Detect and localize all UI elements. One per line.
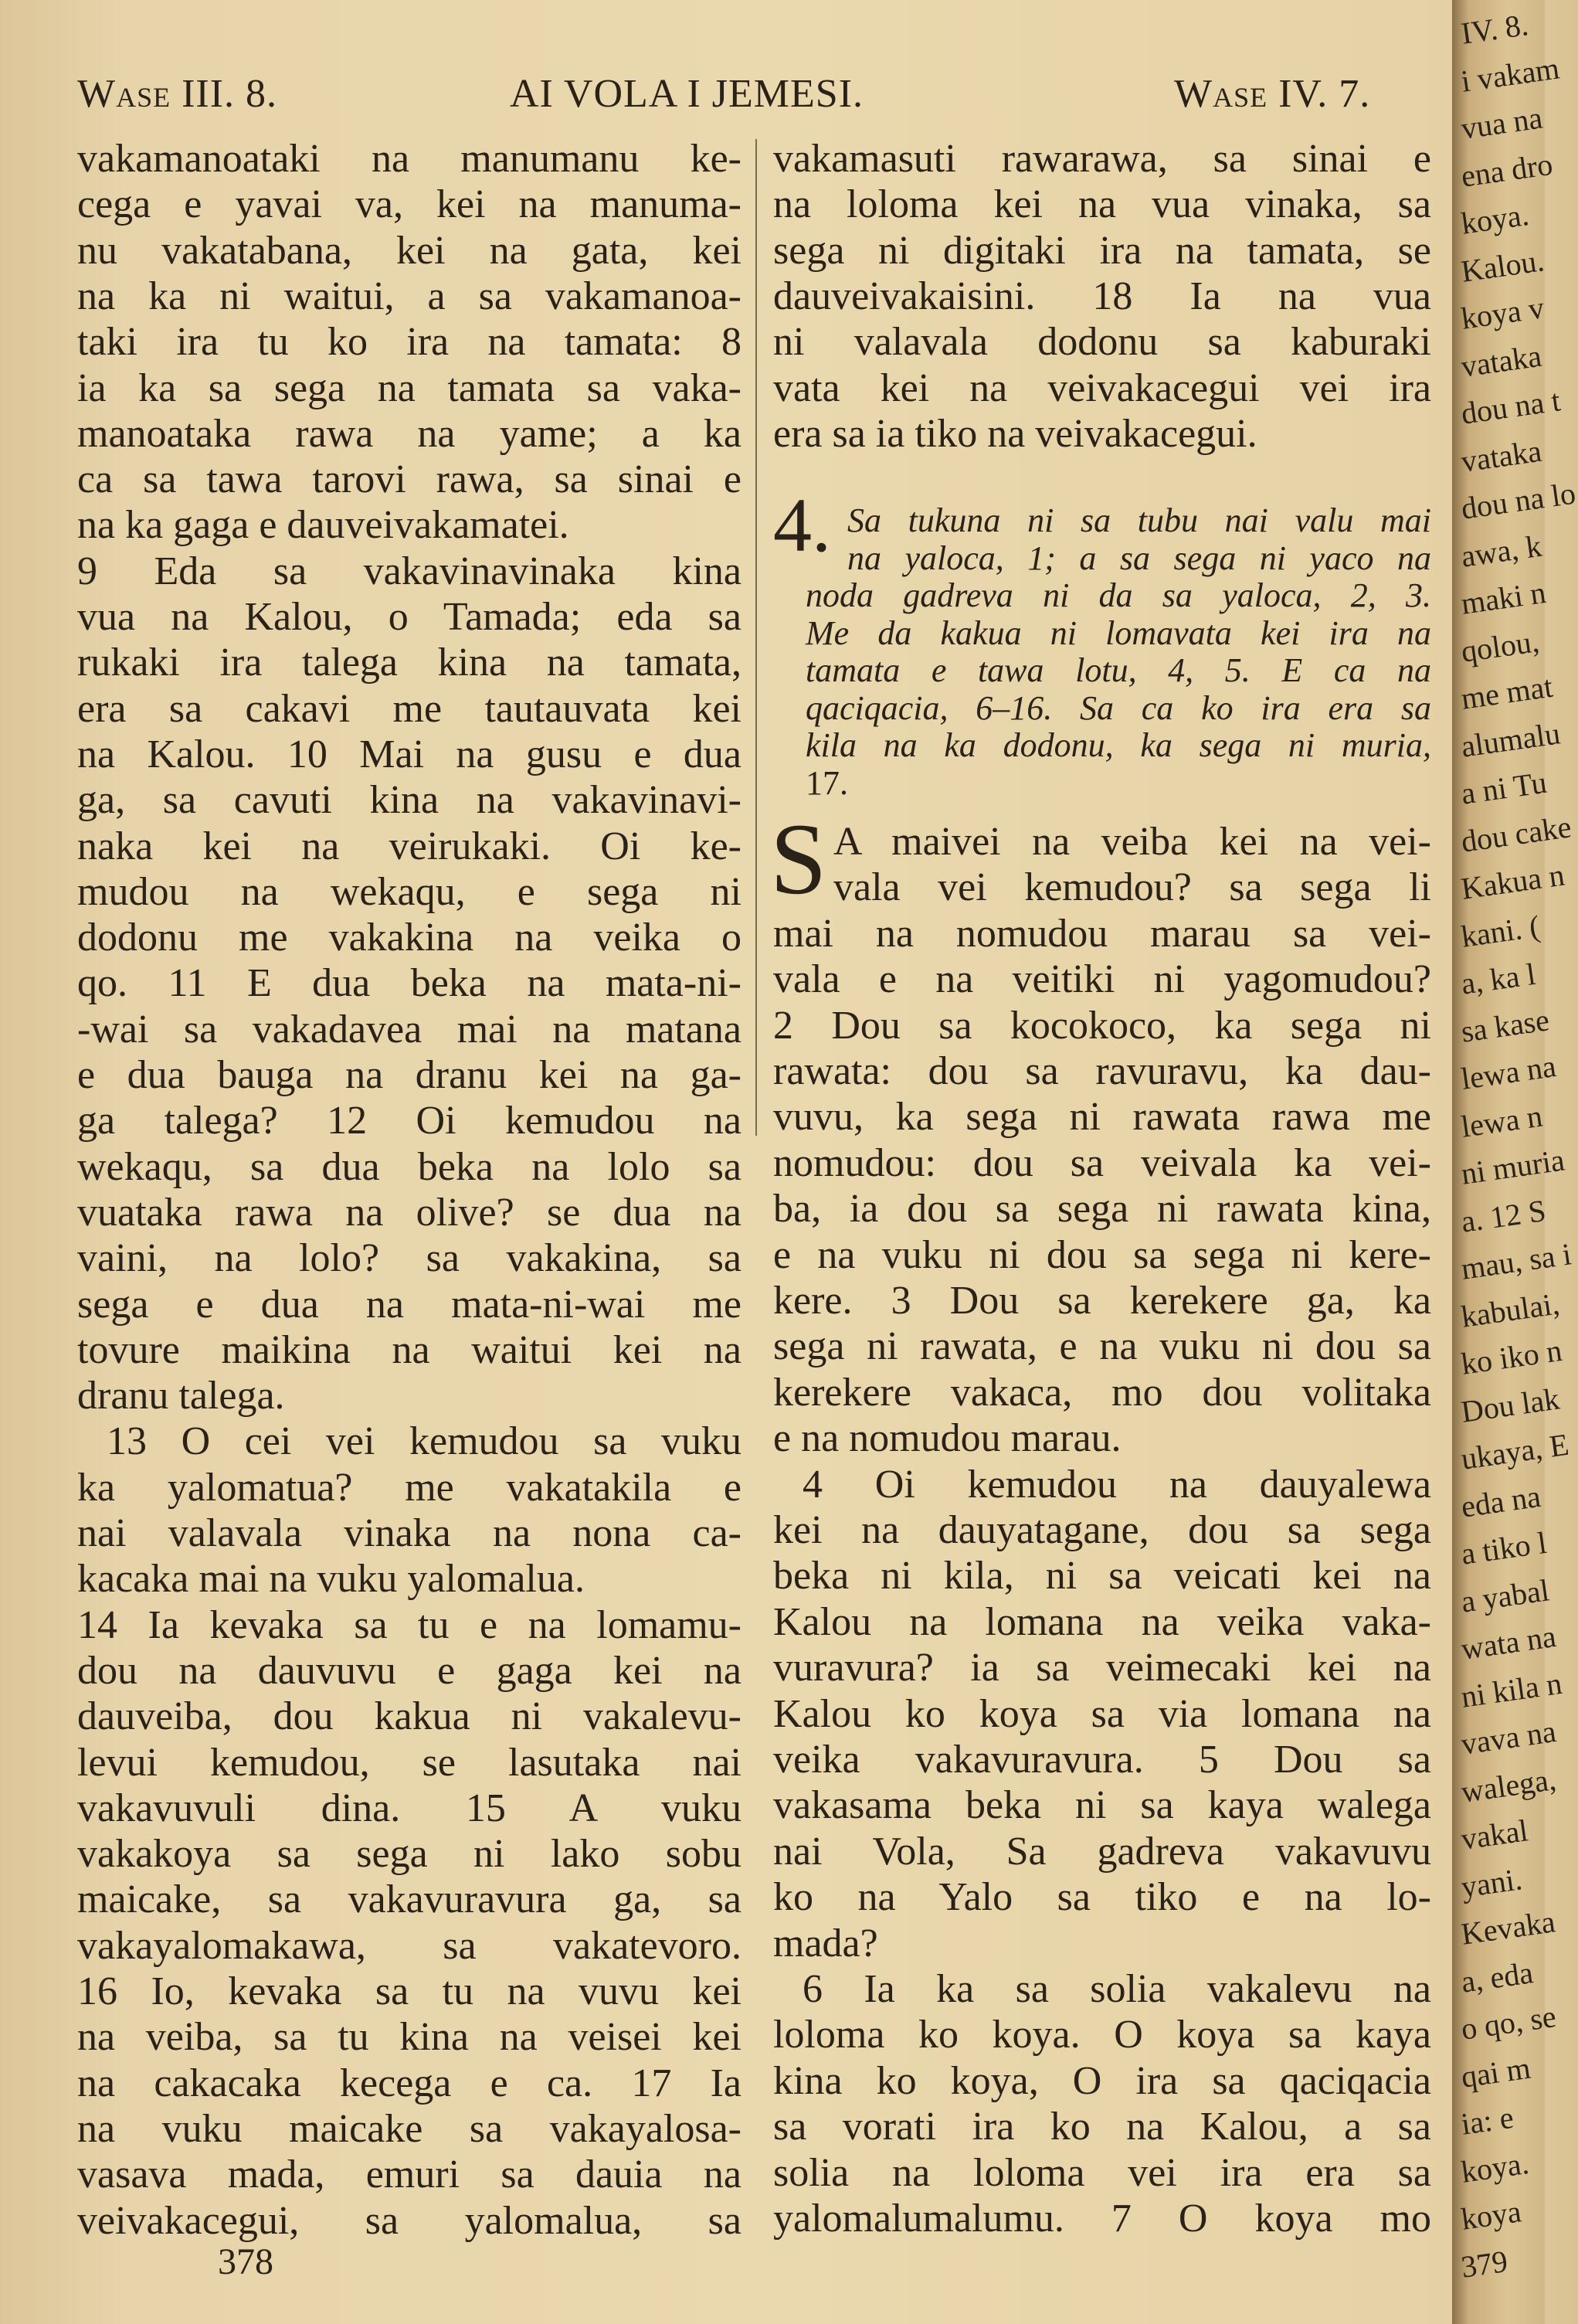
next-page-fragment: ena dro: [1458, 146, 1555, 194]
text-line: Me da kakua ni lomavata kei ira na: [806, 613, 1431, 652]
text-line: ba, ia dou sa sega ni rawata kina,: [773, 1187, 1431, 1232]
text-line: vakakoya sa sega ni lako sobu: [77, 1832, 741, 1877]
text-line: na yaloca, 1; a sa sega ni yaco na: [847, 539, 1431, 577]
next-page-fragment: vua na: [1458, 100, 1545, 146]
text-line: ca sa tawa tarovi rawa, sa sinai e: [77, 457, 741, 502]
text-line: taki ira tu ko ira na tamata: 8: [77, 320, 741, 365]
text-line: ga, sa cavuti kina na vakavinavi-: [77, 778, 741, 823]
text-line: nu vakatabana, kei na gata, kei: [77, 228, 741, 273]
text-line: levui kemudou, se lasutaka nai: [77, 1740, 741, 1785]
next-page-fragment: vataka: [1458, 433, 1544, 479]
next-page-fragment: dou na t: [1458, 382, 1563, 431]
text-line: dauveiba, dou kakua ni vakalevu-: [77, 1694, 741, 1739]
text-line: vuvu, ka sega ni rawata rawa me: [773, 1095, 1431, 1140]
text-line: wekaqu, sa dua beka na lolo sa: [77, 1144, 741, 1189]
right-column-top: [773, 136, 1431, 460]
text-line: ia ka sa sega na tamata sa vaka-: [77, 365, 741, 410]
next-page-fragment: o qo, se: [1458, 1999, 1559, 2047]
chapter-text: [770, 802, 1431, 2264]
chapter-verse-ref: III. 8.: [182, 72, 278, 116]
column-divider: [755, 139, 757, 1136]
text-line: dou na dauvuvu e gaga kei na: [77, 1648, 741, 1693]
text-line: kacaka mai na vuku yalomalua.: [77, 1557, 585, 1602]
next-page-fragment: Dou lak: [1458, 1380, 1562, 1429]
text-line: naka kei na veirukaki. Oi ke-: [77, 824, 741, 868]
text-line: na vuku maicake sa vakayalosa-: [77, 2106, 741, 2151]
next-page-fragment: a yabal: [1458, 1571, 1552, 1619]
next-page-fragment: ia: e: [1458, 2099, 1516, 2142]
text-line: vakayalomakawa, sa vakatevoro.: [77, 1923, 741, 1968]
text-line: na ka ni waitui, a sa vakamanoa-: [77, 274, 741, 318]
text-line: cega e yavai va, kei na manuma-: [77, 182, 741, 227]
book-name: Wase: [77, 72, 171, 116]
text-line: sega ni rawata, e na vuku ni dou sa: [773, 1324, 1431, 1369]
text-line: 9 Eda sa vakavinavinaka kina: [77, 549, 741, 593]
text-line: Kalou na lomana na veika vaka-: [773, 1599, 1431, 1644]
chapter-summary: [773, 482, 1431, 811]
text-line: kere. 3 Dou sa kerekere ga, ka: [773, 1279, 1431, 1323]
next-page-fragment: koya v: [1458, 290, 1546, 336]
next-page-fragment: vava na: [1458, 1714, 1559, 1762]
text-line: sa vorati ira ko na Kalou, a sa: [773, 2105, 1431, 2149]
text-line: sega e dua na mata-ni-wai me: [77, 1282, 741, 1327]
text-line: 17.: [806, 763, 848, 802]
text-line: ni valavala dodonu sa kaburaki: [773, 320, 1431, 365]
chapter-number: 4.: [773, 482, 831, 568]
next-page-fragment: koya.: [1458, 2145, 1532, 2190]
text-line: 16 Io, kevaka sa tu na vuvu kei: [77, 1969, 741, 2013]
text-line: na ka gaga e dauveivakamatei.: [77, 503, 569, 548]
text-line: mada?: [773, 1921, 878, 1966]
text-line: na veiba, sa tu kina na veisei kei: [77, 2015, 741, 2060]
next-page-fragment: maki n: [1458, 574, 1549, 621]
text-line: tamata e tawa lotu, 4, 5. E ca na: [806, 651, 1431, 689]
text-line: vakamasuti rawarawa, sa sinai e: [773, 137, 1431, 181]
text-line: vuataka rawa na olive? se dua na: [77, 1190, 741, 1235]
text-line: kei na dauyatagane, dou sa sega: [773, 1508, 1431, 1552]
text-line: tovure maikina na waitui kei na: [77, 1327, 741, 1372]
next-page-fragment: koya: [1458, 2193, 1524, 2237]
next-page-fragment: Kalou.: [1458, 242, 1546, 289]
text-line: -wai sa vakadavea mai na matana: [77, 1007, 741, 1052]
text-line: veika vakavuravura. 5 Dou sa: [773, 1738, 1431, 1782]
text-line: mudou na wekaqu, e sega ni: [77, 869, 741, 914]
next-page-fragment: me mat: [1458, 668, 1555, 716]
next-page-fragment: ko iko n: [1458, 1332, 1564, 1381]
text-line: era sa ia tiko na veivakacegui.: [773, 411, 1257, 456]
next-page-fragment: sa kase: [1458, 1001, 1552, 1049]
running-head-title: AI VOLA I JEMESI.: [510, 72, 864, 116]
text-line: e na nomudou marau.: [773, 1416, 1122, 1461]
next-page-fragment: kabulai,: [1458, 1285, 1562, 1334]
running-head-left: [77, 71, 277, 117]
text-line: vasava mada, emuri sa dauia na: [77, 2152, 741, 2197]
text-line: vata kei na veivakacegui vei ira: [773, 365, 1431, 410]
text-line: e dua bauga na dranu kei na ga-: [77, 1053, 741, 1097]
text-line: loloma ko koya. O koya sa kaya: [773, 2013, 1431, 2057]
next-page-fragment: kani. (: [1458, 908, 1542, 954]
text-line: ga talega? 12 Oi kemudou na: [77, 1099, 741, 1143]
text-line: vakavuvuli dina. 15 A vuku: [77, 1785, 741, 1830]
drop-cap: S: [770, 802, 827, 916]
text-line: yalomalumalumu. 7 O koya mo: [773, 2197, 1431, 2241]
page-number: 378: [218, 2241, 273, 2282]
text-line: 14 Ia kevaka sa tu e na lomamu-: [77, 1602, 741, 1647]
next-page-fragment: 379: [1458, 2243, 1510, 2285]
next-page-fragment: i vakam: [1458, 49, 1562, 99]
text-line: solia na loloma vei ira era sa: [773, 2150, 1431, 2195]
text-line: 2 Dou sa kocokoco, ka sega ni: [773, 1003, 1431, 1048]
text-line: vakasama beka ni sa kaya walega: [773, 1783, 1431, 1828]
next-page-fragment: alumalu: [1458, 715, 1563, 764]
text-line: kila na ka dodonu, ka sega ni muria,: [806, 726, 1431, 764]
text-line: maicake, sa vakavuravura ga, sa: [77, 1877, 741, 1922]
next-page-fragment: Kakua n: [1458, 857, 1567, 906]
next-page-fragment: ni muria: [1458, 1142, 1567, 1191]
next-page-fragment: qolou,: [1458, 623, 1542, 669]
text-line: 13 O cei vei kemudou sa vuku: [107, 1419, 741, 1464]
next-page-fragment: vakal: [1458, 1813, 1530, 1857]
text-line: na cakacaka kecega e ca. 17 Ia: [77, 2061, 741, 2105]
next-page-edge: [1452, 0, 1578, 2324]
text-line: dauveivakaisini. 18 Ia na vua: [773, 274, 1431, 318]
text-line: ko na Yalo sa tiko e na lo-: [773, 1875, 1431, 1920]
text-line: nai Vola, Sa gadreva vakavuvu: [773, 1829, 1431, 1874]
text-line: nomudou: dou sa veivala ka vei-: [773, 1140, 1431, 1185]
next-page-fragment: a, ka l: [1458, 956, 1538, 1001]
text-line: qaciqacia, 6–16. Sa ca ko ira era sa: [806, 688, 1431, 727]
text-line: A maivei na veiba kei na vei-: [833, 820, 1431, 864]
next-page-fragment: IV. 8.: [1458, 7, 1531, 51]
text-line: veivakacegui, sa yalomalua, sa: [77, 2198, 741, 2243]
text-line: na loloma kei na vua vinaka, sa: [773, 182, 1431, 227]
chapter-verse-ref: IV. 7.: [1278, 72, 1371, 116]
next-page-fragment: dou na lo: [1458, 475, 1578, 526]
text-line: vala e na veitiki ni yagomudou?: [773, 957, 1431, 1002]
next-page-fragment: eda na: [1458, 1478, 1543, 1524]
next-page-fragment: mau, sa i: [1458, 1236, 1574, 1286]
text-line: era sa cakavi me tautauvata kei: [77, 686, 741, 731]
text-line: ka yalomatua? me vakatakila e: [77, 1465, 741, 1510]
text-line: Sa tukuna ni sa tubu nai valu mai: [847, 501, 1431, 539]
text-line: dodonu me vakakina na veika o: [77, 916, 741, 960]
text-line: noda gadreva ni da sa yaloca, 2, 3.: [806, 576, 1431, 614]
text-line: e na vuku ni dou sa sega ni kere-: [773, 1232, 1431, 1277]
next-page-fragment: a tiko l: [1458, 1524, 1549, 1571]
text-line: beka ni kila, ni sa veicati kei na: [773, 1554, 1431, 1599]
text-line: manoataka rawa na yame; a ka: [77, 411, 741, 456]
text-line: rawata: dou sa ravuravu, ka dau-: [773, 1049, 1431, 1093]
next-page-fragment: walega,: [1458, 1761, 1559, 1809]
next-page-fragment: lewa na: [1458, 1048, 1559, 1096]
text-line: vala vei kemudou? sa sega li: [833, 865, 1431, 910]
next-page-fragment: qai m: [1458, 2050, 1533, 2095]
text-line: vuravura? ia sa veimecaki kei na: [773, 1646, 1431, 1690]
text-line: kerekere vakaca, mo dou volitaka: [773, 1370, 1431, 1415]
text-line: nai valavala vinaka na nona ca-: [77, 1511, 741, 1555]
next-page-fragment: wata na: [1458, 1619, 1559, 1667]
next-page-fragment: ukaya, E: [1458, 1426, 1571, 1476]
text-line: 4 Oi kemudou na dauyalewa: [803, 1462, 1431, 1507]
book-name: Wase: [1174, 72, 1268, 116]
text-line: vua na Kalou, o Tamada; eda sa: [77, 595, 741, 639]
next-page-fragment: yani.: [1458, 1860, 1525, 1904]
next-page-fragment: a. 12 S: [1458, 1192, 1549, 1239]
text-line: rukaki ira talega kina na tamata,: [77, 640, 741, 685]
text-line: 6 Ia ka sa solia vakalevu na: [803, 1967, 1431, 2011]
text-line: na Kalou. 10 Mai na gusu e dua: [77, 732, 741, 776]
next-page-fragment: a, eda: [1458, 1954, 1536, 2000]
text-line: vakamanoataki na manumanu ke-: [77, 137, 741, 181]
next-page-fragment: koya.: [1458, 197, 1532, 241]
next-page-fragment: a ni Tu: [1458, 764, 1549, 811]
next-page-fragment: dou cake: [1458, 808, 1574, 859]
next-page-fragment: vataka: [1458, 338, 1544, 384]
text-line: qo. 11 E dua beka na mata-ni-: [77, 961, 741, 1006]
text-line: kina ko koya, O ira sa qaciqacia: [773, 2058, 1431, 2103]
running-head-right: [1174, 71, 1370, 117]
text-line: vaini, na lolo? sa vakakina, sa: [77, 1236, 741, 1281]
text-line: Kalou ko koya sa via lomana na: [773, 1691, 1431, 1736]
next-page-fragment: ni kila n: [1458, 1665, 1564, 1714]
text-line: mai na nomudou marau sa vei-: [773, 911, 1431, 956]
text-line: dranu talega.: [77, 1374, 285, 1419]
left-column: [77, 136, 741, 2284]
next-page-fragment: lewa n: [1458, 1098, 1545, 1144]
text-line: sega ni digitaki ira na tamata, se: [773, 228, 1431, 273]
next-page-fragment: Kevaka: [1458, 1904, 1558, 1952]
next-page-fragment: awa, k: [1458, 528, 1544, 574]
